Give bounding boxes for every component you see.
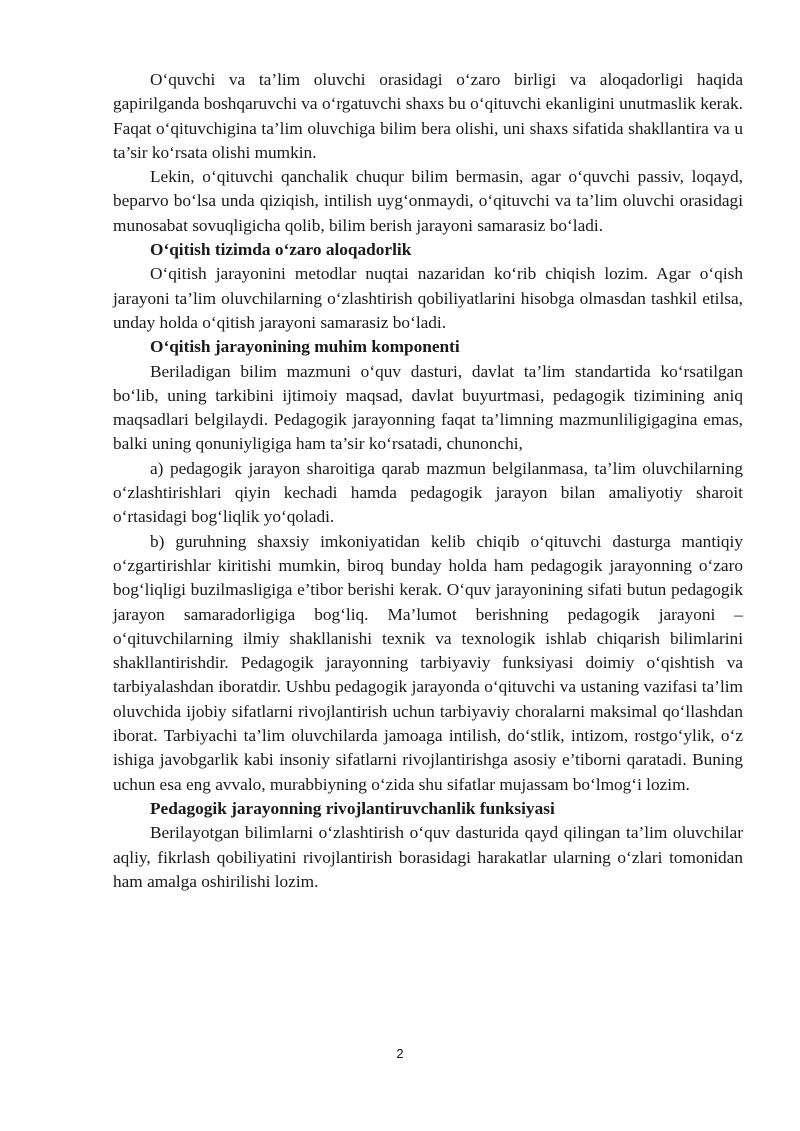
document-page <box>113 68 743 894</box>
paragraph: Lekin, o‘qituvchi qanchalik chuqur bilim bermasin, agar o‘quvchi passiv, loqayd, beparvo bo‘lsa unda qiziqish, intilish uyg‘onmaydi, o‘qituvchi va ta’lim oluvchi orasidagi munosabat sovuqligicha qolib, bilim berish jarayoni samarasiz bo‘ladi. <box>113 167 743 235</box>
section-heading: O‘qitish jarayonining muhim komponenti <box>150 337 460 357</box>
section-heading: O‘qitish tizimda o‘zaro aloqadorlik <box>150 240 412 260</box>
paragraph: O‘qitish jarayonini metodlar nuqtai nazaridan ko‘rib chiqish lozim. Agar o‘qish jarayoni ta’lim oluvchilarning o‘zlashtirish qobiliyatlarini hisobga olmasdan tashkil etilsa, unday holda o‘qitish jarayoni samarasiz bo‘ladi. <box>113 264 743 332</box>
paragraph: Berilayotgan bilimlarni o‘zlashtirish o‘quv dasturida qayd qilingan ta’lim oluvchilar aqliy, fikrlash qobiliyatini rivojlantirish borasidagi harakatlar ularning o‘zlari tomonidan ham amalga oshirilishi lozim. <box>113 823 743 891</box>
page-number: 2 <box>396 1046 404 1061</box>
list-item-b: b) guruhning shaxsiy imkoniyatidan kelib chiqib o‘qituvchi dasturga mantiqiy o‘zgartirishlar kiritishi mumkin, biroq bunday holda ham pedagogik jarayonning o‘zaro bog‘liqligi buzilmasligiga e’tibor berishi kerak. O‘quv jarayonining sifati butun pedagogik jarayon samaradorligiga bog‘liq. Ma’lumot berishning pedagogik jarayoni – o‘qituvchilarning ilmiy shakllanishi texnik va texnologik ishlab chiqarish bilimlarini shakllantirishdir. Pedagogik jarayonning tarbiyaviy funksiyasi doimiy o‘qishtish va tarbiyalashdan iboratdir. Ushbu pedagogik jarayonda o‘qituvchi va ustaning vazifasi ta’lim oluvchida ijobiy sifatlarni rivojlantirish uchun tarbiyaviy choralarni maksimal qo‘llashdan iborat. Tarbiyachi ta’lim oluvchilarda jamoaga intilish, do‘stlik, intizom, rostgo‘ylik, o‘z ishiga javobgarlik kabi insoniy sifatlarni rivojlantirishga asosiy e’tiborni qaratadi. Buning uchun esa eng avvalo, murabbiyning o‘zida shu sifatlar mujassam bo‘lmog‘i lozim. <box>113 531 743 794</box>
section-heading: Pedagogik jarayonning rivojlantiruvchanlik funksiyasi <box>150 798 555 818</box>
paragraph: O‘quvchi va ta’lim oluvchi orasidagi o‘zaro birligi va aloqadorligi haqida gapirilganda boshqaruvchi va o‘rgatuvchi shaxs bu o‘qituvchi ekanligini unutmaslik kerak. Faqat o‘qituvchigina ta’lim oluvchiga bilim bera olishi, uni shaxs sifatida shakllantira va u ta’sir ko‘rsata olishi mumkin. <box>113 70 743 162</box>
list-item-a: a) pedagogik jarayon sharoitiga qarab mazmun belgilanmasa, ta’lim oluvchilarning o‘zlashtirishlari qiyin kechadi hamda pedagogik jarayon bilan amaliyotiy sharoit o‘rtasidagi bog‘liqlik yo‘qoladi. <box>113 458 743 527</box>
paragraph: Beriladigan bilim mazmuni o‘quv dasturi, davlat ta’lim standartida ko‘rsatilgan bo‘lib, uning tarkibini ijtimoiy maqsad, davlat buyurtmasi, pedagogik tizimining aniq maqsadlari belgilaydi. Pedagogik jarayonning faqat ta’limning mazmunliligigagina emas, balki uning qonuniyligiga ham ta’sir ko‘rsatadi, chunonchi, <box>113 361 743 454</box>
